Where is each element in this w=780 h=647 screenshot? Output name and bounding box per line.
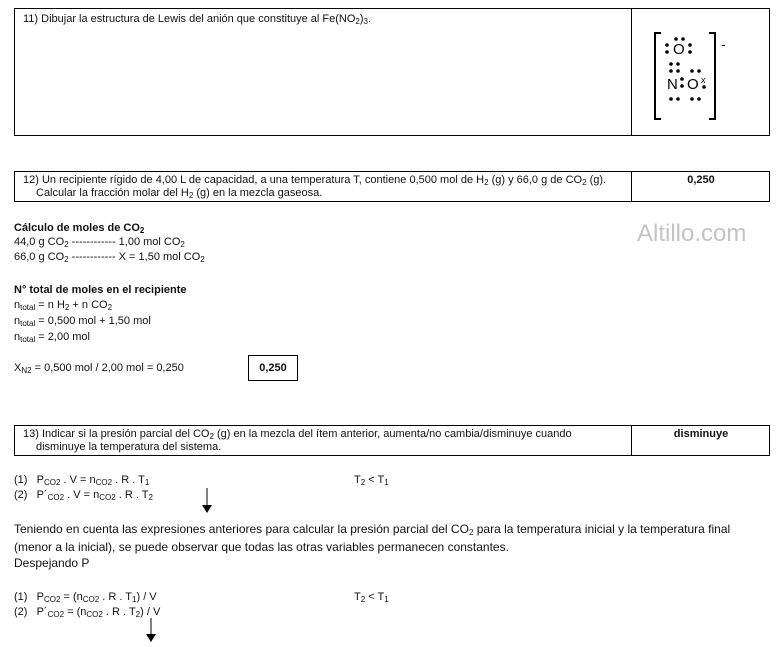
lewis-atom-o-right: O [687,76,699,93]
down-arrow-icon-2 [144,618,158,644]
explanation-line-2: (menor a la inicial), se puede observar que todas las otras variables permanecen constantes. [14,540,509,554]
watermark: Altillo.com [637,220,747,247]
calc-moles-heading: Cálculo de moles de $CO_2$ [14,222,145,235]
question-12-box [14,171,770,202]
lewis-x-mark: x [701,75,706,85]
total-moles-heading: N° total de moles en el recipiente [14,284,187,296]
molar-fraction-result-box: 0,250 [248,355,298,381]
question-13-text: 13) Indicar si la presión parcial del $CO_2$ (g) en la mezcla del ítem anterior, aumenta/no cambia/disminuye cuando disminuye la temperatura del sistema. [23,428,572,453]
eq1-line-1: (1) $P_{CO2}$ . $V = n_{CO2}$ . R . $T_1$ [14,474,150,487]
question-11-box [14,8,770,136]
question-13-answer: disminuye [673,428,729,440]
question-13-box [14,425,770,456]
calc-moles-row-2: 66,0 g $CO_2$ ------------ X = 1,50 mol $CO_2$ [14,251,205,264]
total-moles-row-3: $n_{total} = 2,00$ mol [14,331,90,344]
question-11-text: 11) Dibujar la estructura de Lewis del anión que constituye al $Fe(NO_2)_3$. [23,13,372,26]
down-arrow-icon [200,488,214,514]
question-12-answer: 0,250 [687,174,715,186]
eq2-line-2: (2) $P´_{CO2} = (n_{CO2}$ . R . $T_2$) / V [14,606,161,619]
total-moles-row-2: $n_{total} = 0,500$ mol + 1,50 mol [14,315,151,328]
eq1-condition: $T_2 < T_1$ [354,474,389,487]
eq1-line-2: (2) $P´_{CO2}$ . $V = n_{CO2}$ . R . $T_2$ [14,489,153,502]
total-moles-row-1: $n_{total} = n$ $H_2 + n$ $CO_2$ [14,299,113,312]
eq2-line-1: (1) $P_{CO2} = (n_{CO2}$ . R . $T_1$) / V [14,591,157,604]
molar-fraction-line: $X_{N2} = 0,500$ mol / 2,00 mol = 0,250 [14,362,184,375]
explanation-line-1: Teniendo en cuenta las expresiones anteriores para calcular la presión parcial del $CO_2$ para la temperatura inicial y la temperatura final [14,522,731,537]
lewis-structure [641,27,751,127]
question-11-divider [631,9,632,135]
lewis-atom-n: N [667,76,678,93]
lewis-charge: - [721,36,726,52]
explanation-line-3: Despejando P [14,556,90,570]
question-12-text: 12) Un recipiente rígido de 4,00 L de capacidad, a una temperatura T, contiene 0,500 mol de $H_2$ (g) y 66,0 g de $CO_2$ (g). Calcular la fracción molar del $H_2$ (g) en la mezcla gaseosa. [23,174,607,200]
calc-moles-row-1: 44,0 g $CO_2$ ------------ 1,00 mol $CO_2$ [14,236,185,249]
lewis-atom-o-top: O [673,41,685,58]
eq2-condition: $T_2 < T_1$ [354,591,389,604]
